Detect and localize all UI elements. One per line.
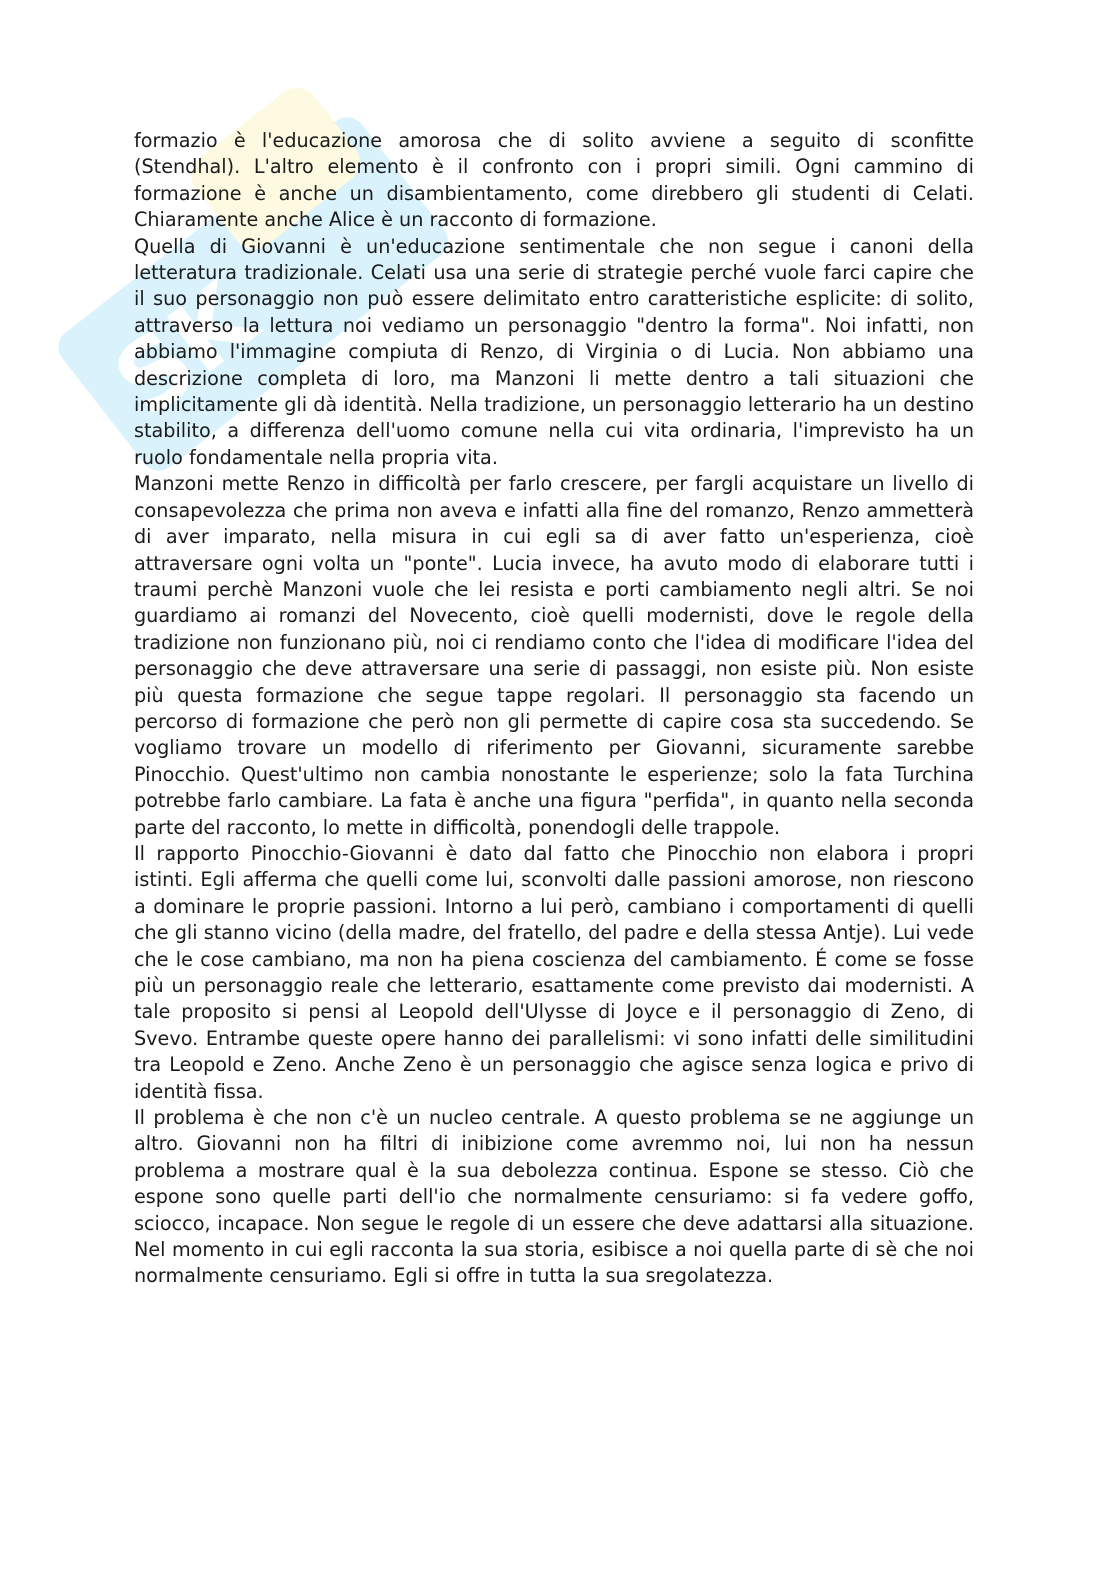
paragraph-1: formazio è l'educazione amorosa che di solito avviene a seguito di sconfitte (Stendhal). L'altro elemento è il confronto con i propri simili. Ogni cammino di formazione è anche un disambientamento, come direbbero gli studenti di Celati. Chiaramente anche Alice è un racconto di formazione. [134, 129, 974, 232]
svg-text:SK: SK [93, 261, 276, 439]
paragraph-5: Il problema è che non c'è un nucleo centrale. A questo problema se ne aggiunge un altro. Giovanni non ha filtri di inibizione come avremmo noi, lui non ha nessun problema a mostrare qual è la sua debolezza continua. Espone se stesso. Ciò che espone sono quelle parti dell'io che normalmente censuriamo: si fa vedere goffo, sciocco, incapace. Non segue le regole di un essere che deve adattarsi alla situazione. Nel momento in cui egli racconta la sua storia, esibisce a noi quella parte di sè che noi normalmente censuriamo. Egli si offre in tutta la sua sregolatezza. [134, 1106, 974, 1288]
paragraph-3: Manzoni mette Renzo in difficoltà per farlo crescere, per fargli acquistare un livello di consapevolezza che prima non aveva e infatti alla fine del romanzo, Renzo ammetterà di aver imparato, nella misura in cui egli sa di aver fatto un'esperienza, cioè attraversare ogni volta un "ponte". Lucia invece, ha avuto modo di elaborare tutti i traumi perchè Manzoni vuole che lei resista e porti cambiamento negli altri. Se noi guardiamo ai romanzi del Novecento, cioè quelli modernisti, dove le regole della tradizione non funzionano più, noi ci rendiamo conto che l'idea di modificare l'idea del personaggio che deve attraversare una serie di passaggi, non esiste più. Non esiste più questa formazione che segue tappe regolari. Il personaggio sta facendo un percorso di formazione che però non gli permette di capire cosa sta succedendo. Se vogliamo trovare un modello di riferimento per Giovanni, sicuramente sarebbe Pinocchio. Quest'ultimo non cambia nonostante le esperienze; solo la fata Turchina potrebbe farlo cambiare. La fata è anche una figura "perfida", in quanto nella seconda parte del racconto, lo mette in difficoltà, ponendogli delle trappole. [134, 472, 974, 839]
paragraph-4: Il rapporto Pinocchio-Giovanni è dato dal fatto che Pinocchio non elabora i propri istinti. Egli afferma che quelli come lui, sconvolti dalle passioni amorose, non riescono a dominare le proprie passioni. Intorno a lui però, cambiano i comportamenti di quelli che gli stanno vicino (della madre, del fratello, del padre e della stessa Antje). Lui vede che le cose cambiano, ma non ha piena coscienza del cambiamento. É come se fosse più un personaggio reale che letterario, esattamente come previsto dai modernisti. A tale proposito si pensi al Leopold dell'Ulysse di Joyce e il personaggio di Zeno, di Svevo. Entrambe queste opere hanno dei parallelismi: vi sono infatti delle similitudini tra Leopold e Zeno. Anche Zeno è un personaggio che agisce senza logica e privo di identità fissa. [134, 841, 974, 1103]
paragraph-2: Quella di Giovanni è un'educazione sentimentale che non segue i canoni della letteratura tradizionale. Celati usa una serie di strategie perché vuole farci capire che il suo personaggio non può essere delimitato entro caratteristiche esplicite: di solito, attraverso la lettura noi vediamo un personaggio "dentro la forma". Noi infatti, non abbiamo l'immagine compiuta di Renzo, di Virginia o di Lucia. Non abbiamo una descrizione completa di loro, ma Manzoni li mette dentro a tali situazioni che implicitamente gli dà identità. Nella tradizione, un personaggio letterario ha un destino stabilito, a differenza dell'uomo comune nella cui vita ordinaria, l'imprevisto ha un ruolo fondamentale nella propria vita. [134, 234, 974, 469]
document-text [134, 128, 974, 1290]
